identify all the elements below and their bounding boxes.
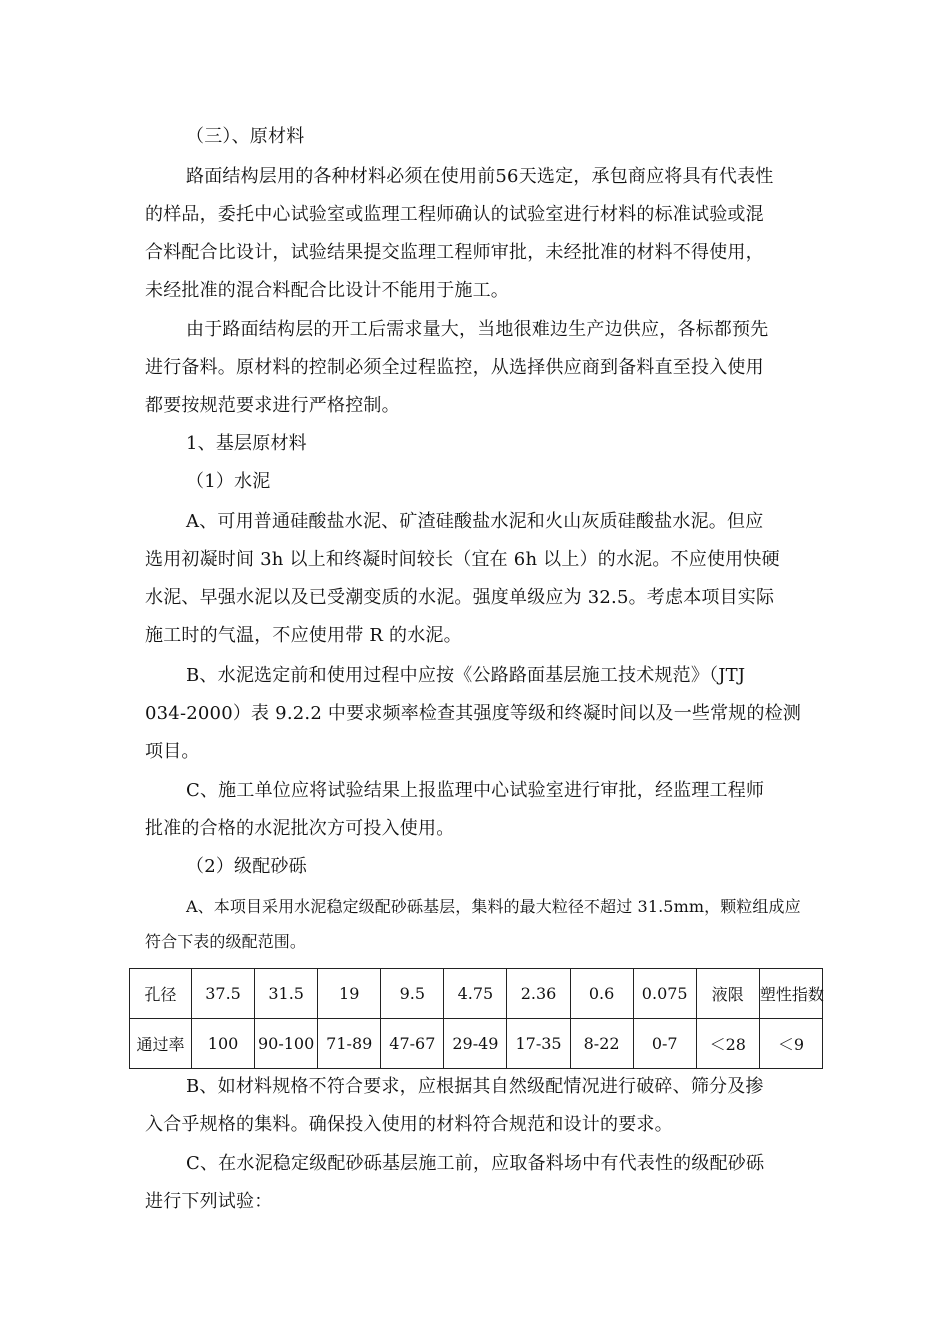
- gradation-table: [129, 968, 823, 1069]
- table-cell: 31.5: [255, 969, 318, 1019]
- table-cell: 9.5: [381, 969, 444, 1019]
- subsection-heading: （2）级配砂砾: [186, 856, 307, 877]
- table-cell: 孔径: [130, 969, 192, 1019]
- paragraph-line: 进行备料。原材料的控制必须全过程监控，从选择供应商到备料直至投入使用: [145, 357, 764, 378]
- table-cell: 90-100: [255, 1019, 318, 1069]
- paragraph-line: 的样品，委托中心试验室或监理工程师确认的试验室进行材料的标准试验或混: [145, 204, 764, 225]
- paragraph-line: 选用初凝时间 3h 以上和终凝时间较长（宜在 6h 以上）的水泥。不应使用快硬: [145, 549, 780, 570]
- table-cell: ＜9: [759, 1019, 822, 1069]
- paragraph-line: 034-2000）表 9.2.2 中要求频率检查其强度等级和终凝时间以及一些常规的检测: [145, 703, 802, 724]
- table-cell: 29-49: [444, 1019, 507, 1069]
- section-heading: （三）、原材料: [186, 126, 305, 147]
- table-row: [130, 1019, 823, 1069]
- table-row: [130, 969, 823, 1019]
- paragraph-line: A、可用普通硅酸盐水泥、矿渣硅酸盐水泥和火山灰质硅酸盐水泥。但应: [186, 511, 764, 532]
- paragraph-line: 未经批准的混合料配合比设计不能用于施工。: [145, 280, 509, 301]
- paragraph-line: C、施工单位应将试验结果上报监理中心试验室进行审批，经监理工程师: [186, 780, 765, 801]
- paragraph-line: 路面结构层用的各种材料必须在使用前56天选定，承包商应将具有代表性: [186, 166, 774, 187]
- paragraph-line: 入合乎规格的集料。确保投入使用的材料符合规范和设计的要求。: [145, 1114, 673, 1135]
- paragraph-line: 水泥、早强水泥以及已受潮变质的水泥。强度单级应为 32.5。考虑本项目实际: [145, 587, 775, 608]
- paragraph-line: 批准的合格的水泥批次方可投入使用。: [145, 818, 455, 839]
- table-cell: 0.075: [633, 969, 696, 1019]
- paragraph-line: C、在水泥稳定级配砂砾基层施工前，应取备料场中有代表性的级配砂砾: [186, 1153, 765, 1174]
- table-cell: 17-35: [507, 1019, 570, 1069]
- paragraph-line: B、如材料规格不符合要求，应根据其自然级配情况进行破碎、筛分及掺: [186, 1076, 764, 1097]
- table-cell: 4.75: [444, 969, 507, 1019]
- table-cell: 19: [318, 969, 381, 1019]
- table-cell: 37.5: [192, 969, 255, 1019]
- table-cell: 2.36: [507, 969, 570, 1019]
- subsection-heading: 1、基层原材料: [186, 433, 307, 454]
- table-cell: 71-89: [318, 1019, 381, 1069]
- table-cell: 液限: [696, 969, 759, 1019]
- subsection-heading: （1）水泥: [186, 471, 271, 492]
- table-cell: 100: [192, 1019, 255, 1069]
- paragraph-line: 合料配合比设计，试验结果提交监理工程师审批，未经批准的材料不得使用，: [145, 242, 764, 263]
- table-cell: 8-22: [570, 1019, 633, 1069]
- table-cell: 0-7: [633, 1019, 696, 1069]
- table-cell: 0.6: [570, 969, 633, 1019]
- paragraph-line: 项目。: [145, 741, 200, 762]
- table-cell: 通过率: [130, 1019, 192, 1069]
- table-cell: 47-67: [381, 1019, 444, 1069]
- paragraph-line: 进行下列试验：: [145, 1191, 273, 1212]
- table-cell: ＜28: [696, 1019, 759, 1069]
- paragraph-line: 由于路面结构层的开工后需求量大，当地很难边生产边供应，各标都预先: [186, 319, 769, 340]
- paragraph-line: 符合下表的级配范围。: [145, 932, 307, 951]
- paragraph-line: A、本项目采用水泥稳定级配砂砾基层，集料的最大粒径不超过 31.5mm，颗粒组成应: [186, 897, 801, 916]
- paragraph-line: 施工时的气温，不应使用带 R 的水泥。: [145, 625, 462, 646]
- table-cell: 塑性指数: [759, 969, 822, 1019]
- paragraph-line: 都要按规范要求进行严格控制。: [145, 395, 400, 416]
- paragraph-line: B、水泥选定前和使用过程中应按《公路路面基层施工技术规范》（JTJ: [186, 665, 746, 686]
